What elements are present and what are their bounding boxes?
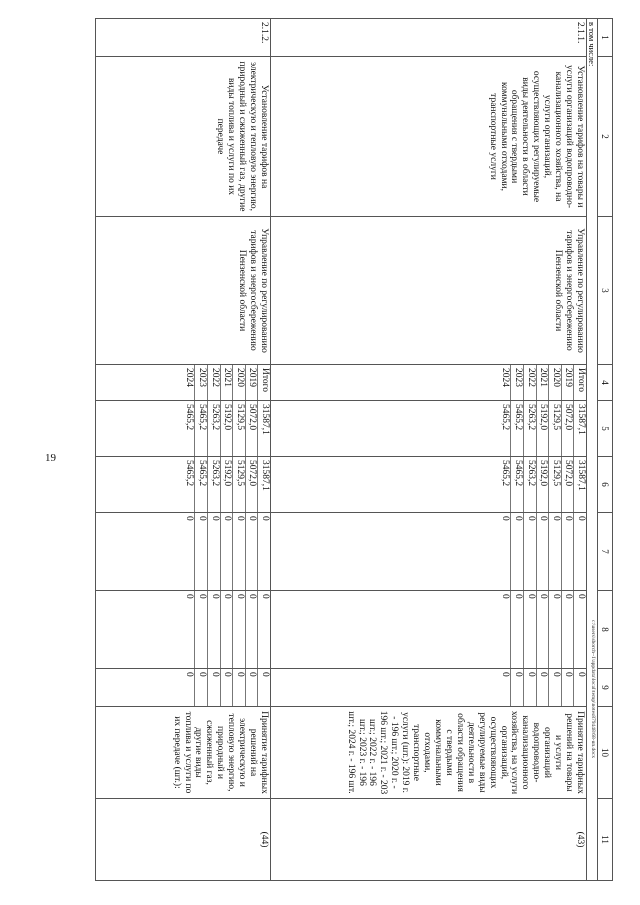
- year: 2024: [184, 368, 195, 387]
- value: 0: [500, 516, 511, 521]
- indicator-ref: (44): [96, 799, 271, 881]
- value: 5072,0: [561, 457, 574, 512]
- value: 0: [220, 669, 233, 706]
- value: 5465,2: [184, 404, 195, 431]
- col-number: 9: [598, 669, 613, 707]
- year: Итого: [573, 365, 586, 400]
- value: 0: [548, 591, 561, 668]
- total-funding-cell: [271, 401, 587, 457]
- value: 5465,2: [194, 457, 207, 512]
- executor: Управление по регулированию тарифов и энергосбережению Пензенской области: [271, 217, 587, 365]
- other-funding-cell: [271, 669, 587, 707]
- program-table: [95, 18, 613, 881]
- local-funding-cell: [271, 591, 587, 669]
- value: 5072,0: [561, 401, 574, 456]
- value: 0: [548, 513, 561, 590]
- years-cell: [96, 365, 271, 401]
- value: 5465,2: [510, 401, 523, 456]
- value: 5072,0: [245, 401, 258, 456]
- value: 0: [184, 672, 195, 677]
- value: 31587,1: [573, 401, 586, 456]
- value: 0: [523, 513, 536, 590]
- section-row: [587, 19, 598, 881]
- value: 5263,2: [523, 401, 536, 456]
- total-funding-cell: [96, 401, 271, 457]
- value: 0: [257, 591, 270, 668]
- year: 2019: [245, 365, 258, 400]
- value: 0: [232, 513, 245, 590]
- col-number: 5: [598, 401, 613, 457]
- col-number: 4: [598, 365, 613, 401]
- col-number: 6: [598, 457, 613, 513]
- value: 5263,2: [523, 457, 536, 512]
- value: 5192,0: [536, 401, 549, 456]
- value: 0: [220, 513, 233, 590]
- col-number: 10: [598, 707, 613, 799]
- year: 2020: [548, 365, 561, 400]
- other-funding-cell: [96, 669, 271, 707]
- year: 2023: [510, 365, 523, 400]
- value: 0: [510, 669, 523, 706]
- row-number: 2.1.2.: [96, 19, 271, 57]
- value: 31587,1: [573, 457, 586, 512]
- value: 0: [207, 669, 220, 706]
- year: 2022: [207, 365, 220, 400]
- value: 0: [561, 669, 574, 706]
- year: 2024: [500, 368, 511, 387]
- value: 5465,2: [500, 460, 511, 487]
- federal-funding-cell: [271, 513, 587, 591]
- indicator: Принятие тарифных решений на электрическую и тепловую энергию, природный и сжиженный газ, другие виды топлива и услуги по их передаче (шт.):: [96, 707, 271, 799]
- table-row: [271, 19, 587, 881]
- value: 0: [184, 516, 195, 521]
- value: 5072,0: [245, 457, 258, 512]
- value: 0: [207, 513, 220, 590]
- col-number: 7: [598, 513, 613, 591]
- value: 5129,5: [548, 401, 561, 456]
- col-number: 11: [598, 799, 613, 881]
- value: 0: [573, 513, 586, 590]
- indicator: Принятие тарифных решений на товары и услуги организаций водопроводно-канализационного хозяйства, на услуги организаций, осуществляющих регулируемые виды деятельности в области обращения с твердыми коммунальными отходами, транспортные услуги (шт.): 2019 г. - 196 шт.; 2020 г. - 196 шт.; 2021 г. - 203 шт.; 2022 г. - 196 шт.; 2023 г. - 196 шт.; 2024 г. - 196 шт.: [271, 707, 587, 799]
- value: 31587,1: [257, 457, 270, 512]
- value: 0: [232, 591, 245, 668]
- year: 2019: [561, 365, 574, 400]
- federal-funding-cell: [96, 513, 271, 591]
- executor: Управление по регулированию тарифов и энергосбережению Пензенской области: [96, 217, 271, 365]
- value: 0: [561, 513, 574, 590]
- value: 0: [257, 669, 270, 706]
- year: Итого: [257, 365, 270, 400]
- value: 0: [536, 669, 549, 706]
- value: 5192,0: [536, 457, 549, 512]
- value: 5129,5: [232, 401, 245, 456]
- value: 5465,2: [510, 457, 523, 512]
- local-funding-cell: [96, 591, 271, 669]
- value: 0: [523, 591, 536, 668]
- rotated-document: [90, 18, 613, 880]
- value: 0: [207, 591, 220, 668]
- year: 2021: [536, 365, 549, 400]
- activity-name: Установление тарифов на товары и услуги организаций водопроводно-канализационного хозяйства, на услуги организаций, осуществляющих регулируемые виды деятельности в области обращения с твердыми коммунальными отходами, транспортные услуги: [271, 57, 587, 217]
- value: 0: [573, 669, 586, 706]
- value: 0: [245, 669, 258, 706]
- row-number: 2.1.1.: [271, 19, 587, 57]
- value: 5465,2: [500, 404, 511, 431]
- value: 5192,0: [220, 457, 233, 512]
- activity-name: Установление тарифов на электрическую и тепловую энергию, природный и сжиженный газ, другие виды топлива и услуги по их передаче: [96, 57, 271, 217]
- value: 0: [500, 672, 511, 677]
- value: 0: [194, 591, 207, 668]
- value: 5465,2: [194, 401, 207, 456]
- regional-funding-cell: [96, 457, 271, 513]
- value: 0: [510, 591, 523, 668]
- value: 0: [500, 594, 511, 599]
- value: 5129,5: [548, 457, 561, 512]
- indicator-ref: (43): [271, 799, 587, 881]
- value: 0: [510, 513, 523, 590]
- years-cell: [271, 365, 587, 401]
- col-number: 2: [598, 57, 613, 217]
- value: 0: [194, 669, 207, 706]
- value: 0: [194, 513, 207, 590]
- page-number: 19: [45, 452, 56, 464]
- col-number: 3: [598, 217, 613, 365]
- column-number-row: [598, 19, 613, 881]
- year: 2022: [523, 365, 536, 400]
- footer-file-path: c:\users\sborch~1\appdata\local\temp\notes879448\68-un.docx: [590, 620, 596, 759]
- value: 5465,2: [184, 460, 195, 487]
- year: 2021: [220, 365, 233, 400]
- value: 5129,5: [232, 457, 245, 512]
- value: 0: [232, 669, 245, 706]
- col-number: 8: [598, 591, 613, 669]
- value: 0: [536, 513, 549, 590]
- year: 2023: [194, 365, 207, 400]
- value: 0: [220, 591, 233, 668]
- value: 5263,2: [207, 401, 220, 456]
- section-label: в том числе:: [587, 19, 598, 881]
- value: 0: [573, 591, 586, 668]
- value: 31587,1: [257, 401, 270, 456]
- table-row: [96, 19, 271, 881]
- value: 5263,2: [207, 457, 220, 512]
- value: 0: [257, 513, 270, 590]
- year: 2020: [232, 365, 245, 400]
- col-number: 1: [598, 19, 613, 57]
- value: 0: [245, 591, 258, 668]
- value: 0: [548, 669, 561, 706]
- value: 0: [245, 513, 258, 590]
- value: 0: [523, 669, 536, 706]
- regional-funding-cell: [271, 457, 587, 513]
- value: 0: [184, 594, 195, 599]
- value: 5192,0: [220, 401, 233, 456]
- value: 0: [536, 591, 549, 668]
- value: 0: [561, 591, 574, 668]
